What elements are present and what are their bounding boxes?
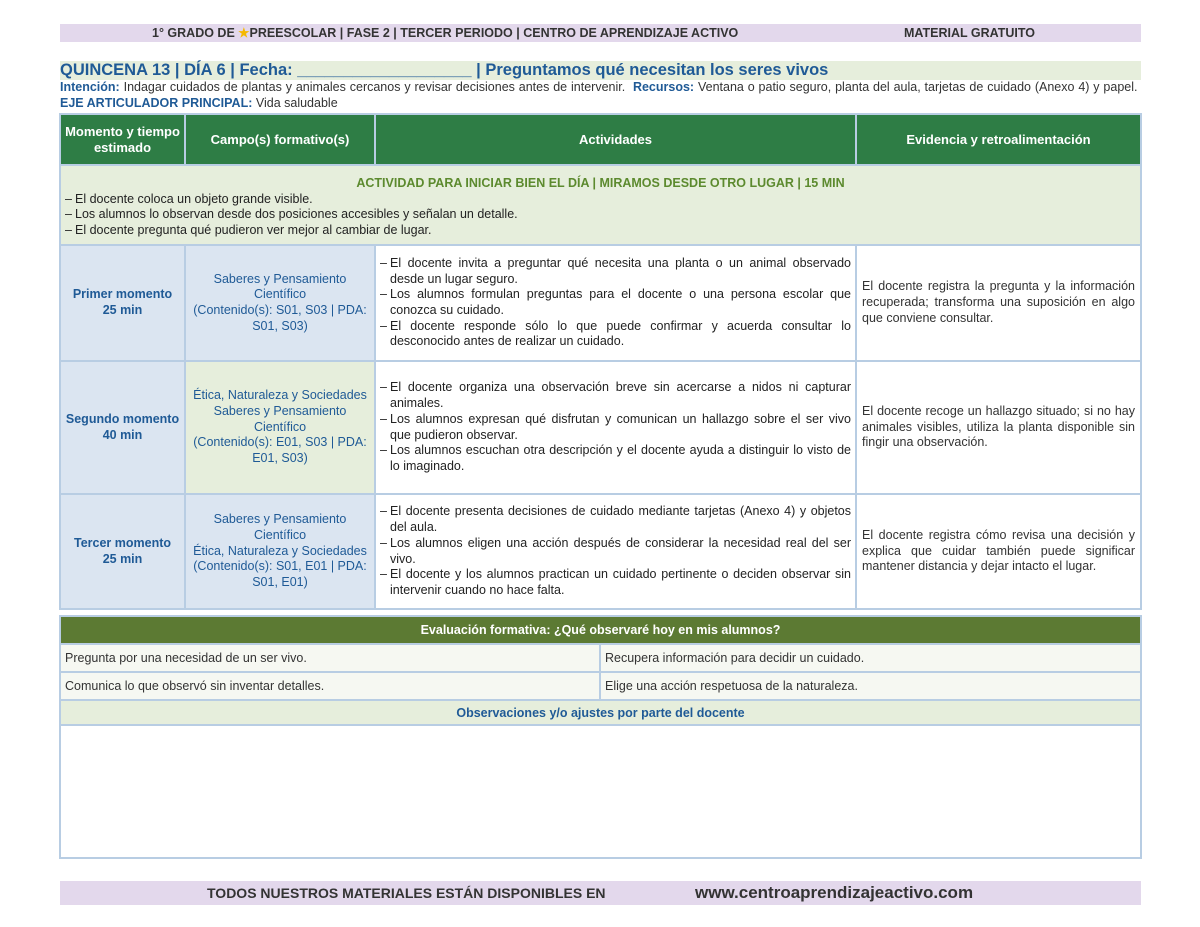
moment-cell: Primer momento 25 min — [60, 245, 185, 361]
table-header-row — [60, 114, 1141, 165]
header-evidence: Evidencia y retroalimentación — [856, 114, 1141, 165]
plan-table — [59, 113, 1142, 610]
intent-paragraph — [60, 80, 1141, 111]
activities-cell — [375, 361, 856, 494]
list-item: – El docente presenta decisiones de cuidado mediante tarjetas (Anexo 4) y objetos del aula. — [380, 504, 851, 535]
table-row — [60, 494, 1141, 609]
evaluation-criterion: Pregunta por una necesidad de un ser vivo. — [60, 644, 600, 672]
evaluation-title: Evaluación formativa: ¿Qué observaré hoy en mis alumnos? — [60, 616, 1141, 644]
table-row — [60, 245, 1141, 361]
footer-band — [60, 881, 1141, 905]
list-item: – Los alumnos escuchan otra descripción y el docente ayuda a distinguir lo visto de lo imaginado. — [380, 443, 851, 474]
list-item: – El docente pregunta qué pudieron ver mejor al cambiar de lugar. — [65, 223, 1136, 239]
moment-cell: Segundo momento 40 min — [60, 361, 185, 494]
moment-cell: Tercer momento 25 min — [60, 494, 185, 609]
table-row — [60, 361, 1141, 494]
intent-text: Indagar cuidados de plantas y animales cercanos y revisar decisiones antes de intervenir. — [123, 80, 626, 94]
activities-cell — [375, 245, 856, 361]
resources-text: Ventana o patio seguro, planta del aula, tarjetas de cuidado (Anexo 4) y papel. — [697, 80, 1138, 94]
header-moment: Momento y tiempo estimado — [60, 114, 185, 165]
header-program — [152, 24, 738, 42]
list-item: – Los alumnos formulan preguntas para el docente o una persona escolar que conozca su cuidado. — [380, 287, 851, 318]
field-cell: Saberes y Pensamiento Científico Ética, Naturaleza y Sociedades (Contenido(s): S01, E01 | PDA: S01, E01) — [185, 494, 375, 609]
inicio-cell — [60, 165, 1141, 245]
activities-cell — [375, 494, 856, 609]
list-item: – El docente responde sólo lo que puede confirmar y acuerda consultar lo desconocido antes de realizar un cuidado. — [380, 319, 851, 350]
evidence-cell: El docente registra la pregunta y la información recuperada; transforma una suposición en algo que conviene consultar. — [856, 245, 1141, 361]
intent-label: Intención: — [60, 80, 120, 94]
resources-label: Recursos: — [632, 80, 695, 94]
page-title: QUINCENA 13 | DÍA 6 | Fecha: ___________________ | Preguntamos qué necesitan los seres vivos — [60, 61, 829, 79]
header-field: Campo(s) formativo(s) — [185, 114, 375, 165]
observations-area[interactable] — [60, 725, 1141, 858]
field-cell: Saberes y Pensamiento Científico (Contenido(s): S01, S03 | PDA: S01, S03) — [185, 245, 375, 361]
axis-label: EJE ARTICULADOR PRINCIPAL: — [60, 95, 253, 110]
evaluation-criterion: Elige una acción respetuosa de la naturaleza. — [600, 672, 1141, 700]
list-item: – El docente organiza una observación breve sin acercarse a nidos ni capturar animales. — [380, 380, 851, 411]
evidence-cell: El docente registra cómo revisa una decisión y explica que cuidar también puede significar mantener distancia y dejar intacto el lugar. — [856, 494, 1141, 609]
inicio-title: ACTIVIDAD PARA INICIAR BIEN EL DÍA | MIRAMOS DESDE OTRO LUGAR | 15 MIN — [356, 176, 845, 190]
field-cell: Ética, Naturaleza y Sociedades Saberes y Pensamiento Científico (Contenido(s): E01, S03 | PDA: E01, S03) — [185, 361, 375, 494]
list-item: – El docente coloca un objeto grande visible. — [65, 192, 1136, 208]
inicio-row — [60, 165, 1141, 245]
evaluation-table — [59, 615, 1142, 859]
evidence-cell: El docente recoge un hallazgo situado; si no hay animales visibles, utiliza la planta disponible sin fingir una observación. — [856, 361, 1141, 494]
axis-text: Vida saludable — [255, 95, 338, 110]
list-item: – El docente y los alumnos practican un cuidado pertinente o deciden observar sin intervenir cuando no hace falta. — [380, 567, 851, 598]
list-item: – Los alumnos expresan qué disfrutan y comunican un hallazgo sobre el ser vivo que pudieron observar. — [380, 412, 851, 443]
observations-title: Observaciones y/o ajustes por parte del docente — [60, 700, 1141, 725]
list-item: – Los alumnos lo observan desde dos posiciones accesibles y señalan un detalle. — [65, 207, 1136, 223]
header-activities: Actividades — [375, 114, 856, 165]
inicio-list — [61, 192, 1140, 239]
evaluation-criterion: Comunica lo que observó sin inventar detalles. — [60, 672, 600, 700]
list-item: – Los alumnos eligen una acción después de considerar la necesidad real del ser vivo. — [380, 536, 851, 567]
header-free-material: MATERIAL GRATUITO — [904, 26, 1036, 40]
footer-url-link[interactable]: www.centroaprendizajeactivo.com — [695, 883, 974, 902]
header-details: PREESCOLAR | FASE 2 | TERCER PERIODO | CENTRO DE APRENDIZAJE ACTIVO — [249, 26, 739, 40]
header-band — [60, 24, 1141, 42]
star-icon: ★ — [238, 26, 250, 40]
footer-text: TODOS NUESTROS MATERIALES ESTÁN DISPONIBLES EN — [207, 885, 606, 901]
list-item: – El docente invita a preguntar qué necesita una planta o un animal observado desde un lugar seguro. — [380, 256, 851, 287]
header-grade: 1° GRADO DE — [152, 26, 239, 40]
evaluation-criterion: Recupera información para decidir un cuidado. — [600, 644, 1141, 672]
